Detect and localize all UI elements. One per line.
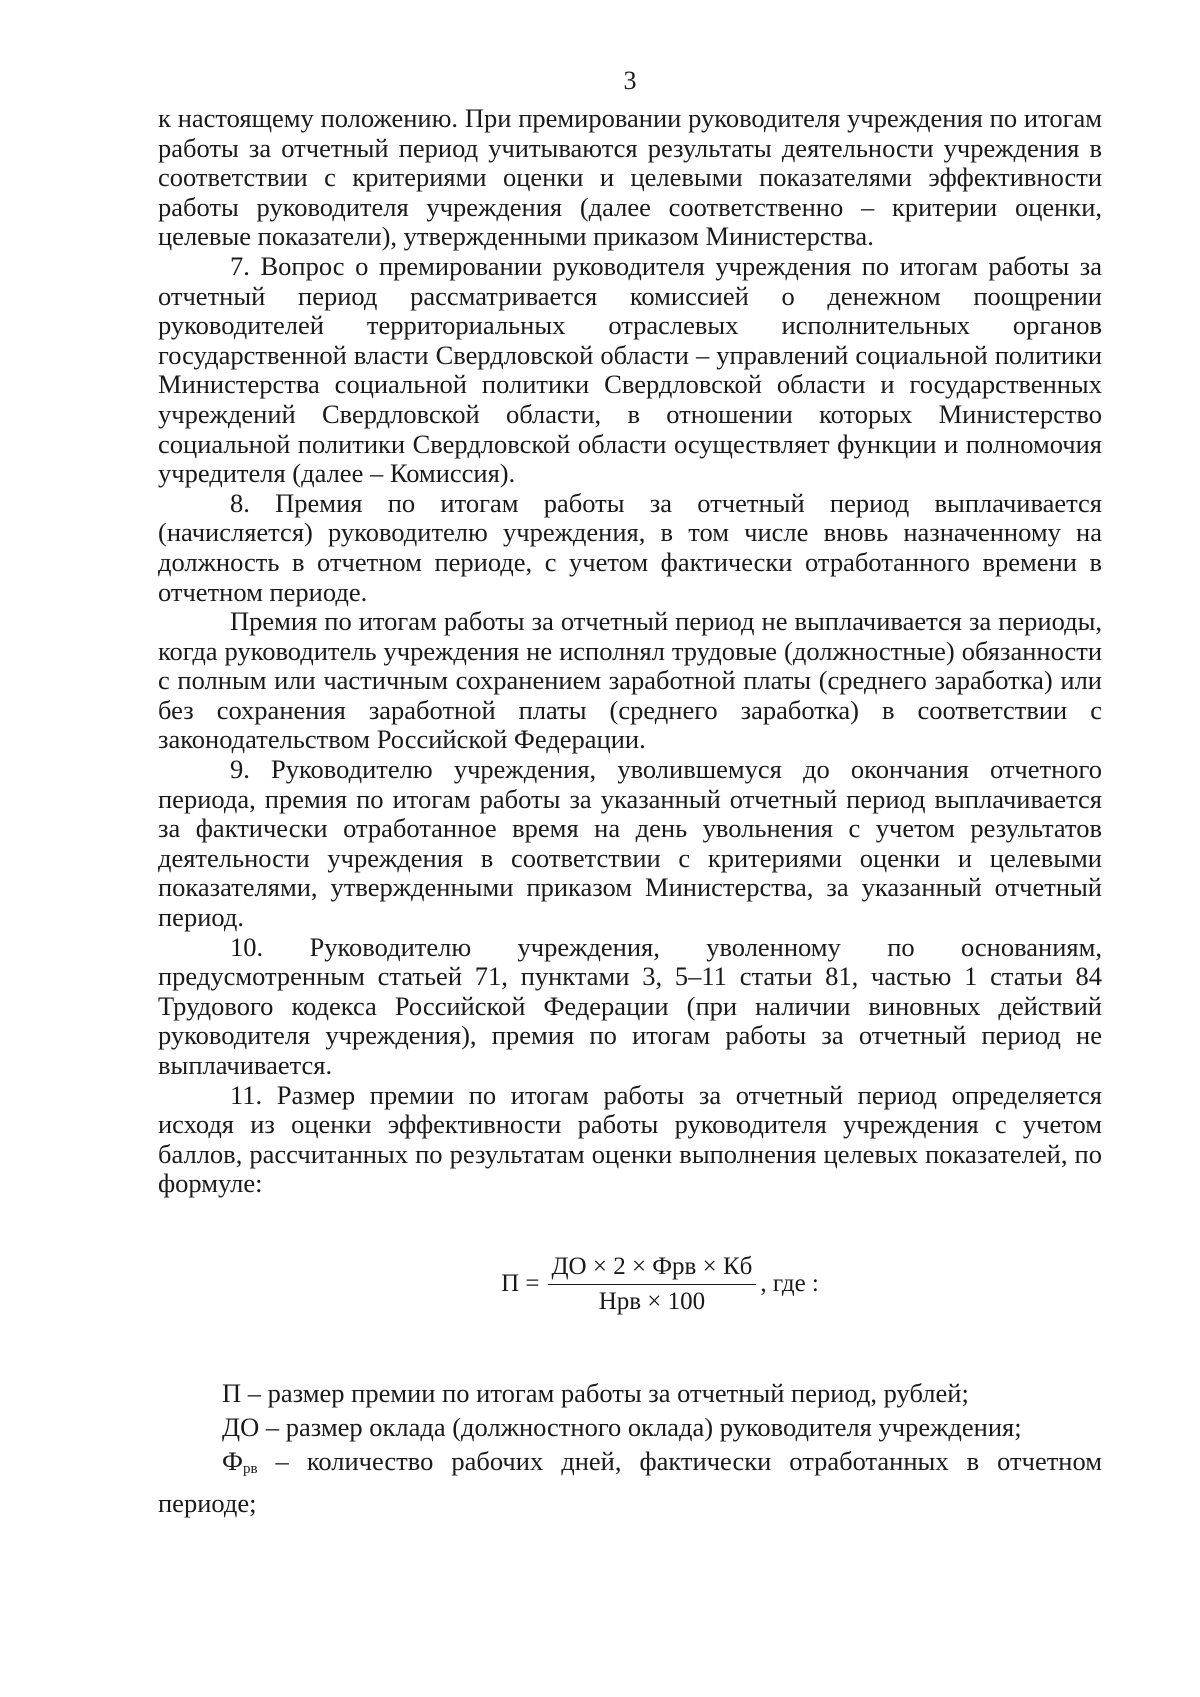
premium-formula xyxy=(218,1253,1102,1316)
formula-fraction xyxy=(548,1253,757,1316)
definition-p: П – размер премии по итогам работы за отчетный период, рублей; xyxy=(222,1377,969,1408)
definition-frv-subscript: рв xyxy=(242,1460,258,1477)
paragraph-11: 11. Размер премии по итогам работы за отчетный период определяется исходя из оценки эффективности работы руководителя учреждения с учетом баллов, рассчитанных по результатам оценки выполнения целевых показателей, по формуле: xyxy=(158,1079,1102,1199)
paragraph-8-continued: Премия по итогам работы за отчетный период не выплачивается за периоды, когда руководитель учреждения не исполнял трудовые (должностные) обязанности с полным или частичным сохранением заработной платы (среднего заработка) или без сохранения заработной платы (среднего заработка) в соответствии с законодательством Российской Федерации. xyxy=(158,606,1102,755)
definition-frv xyxy=(158,1444,1102,1520)
paragraph-9: 9. Руководителю учреждения, уволившемуся до окончания отчетного периода, премия по итогам работы за указанный отчетный период выплачивается за фактически отработанное время на день увольнения с учетом результатов деятельности учреждения в соответствии с критериями оценки и целевыми показателями, утвержденными приказом Министерства, за указанный отчетный период. xyxy=(158,754,1102,933)
paragraph-7: 7. Вопрос о премировании руководителя учреждения по итогам работы за отчетный период рассматривается комиссией о денежном поощрении руководителей территориальных отраслевых исполнительных органов государственной власти Свердловской области – управлений социальной политики Министерства социальной политики Свердловской области и государственных учреждений Свердловской области, в отношении которых Министерство социальной политики Свердловской области осуществляет функции и полномочия учредителя (далее – Комиссия). xyxy=(158,250,1102,489)
formula-tail: , где : xyxy=(760,1270,819,1298)
formula-denominator: Нрв × 100 xyxy=(598,1287,706,1315)
definition-frv-symbol: Ф xyxy=(222,1445,243,1476)
formula-lhs: П = xyxy=(501,1270,540,1298)
formula-numerator: ДО × 2 × Фрв × Кб xyxy=(548,1253,757,1285)
definition-frv-text: – количество рабочих дней, фактически отработанных в отчетном периоде; xyxy=(158,1445,1102,1518)
definition-do: ДО – размер оклада (должностного оклада) руководителя учреждения; xyxy=(222,1411,1022,1442)
paragraph-8: 8. Премия по итогам работы за отчетный период выплачивается (начисляется) руководителю учреждения, в том числе вновь назначенному на должность в отчетном периоде, с учетом фактически отработанного времени в отчетном периоде. xyxy=(158,487,1102,607)
paragraph-intro: к настоящему положению. При премировании руководителя учреждения по итогам работы за отчетный период учитываются результаты деятельности учреждения в соответствии с критериями оценки и целевыми показателями эффективности работы руководителя учреждения (далее соответственно – критерии оценки, целевые показатели), утвержденными приказом Министерства. xyxy=(158,103,1102,252)
paragraph-10: 10. Руководителю учреждения, уволенному по основаниям, предусмотренным статьей 71, пунктами 3, 5–11 статьи 81, частью 1 статьи 84 Трудового кодекса Российской Федерации (при наличии виновных действий руководителя учреждения), премия по итогам работы за отчетный период не выплачивается. xyxy=(158,931,1102,1080)
page-number: 3 xyxy=(623,66,637,95)
